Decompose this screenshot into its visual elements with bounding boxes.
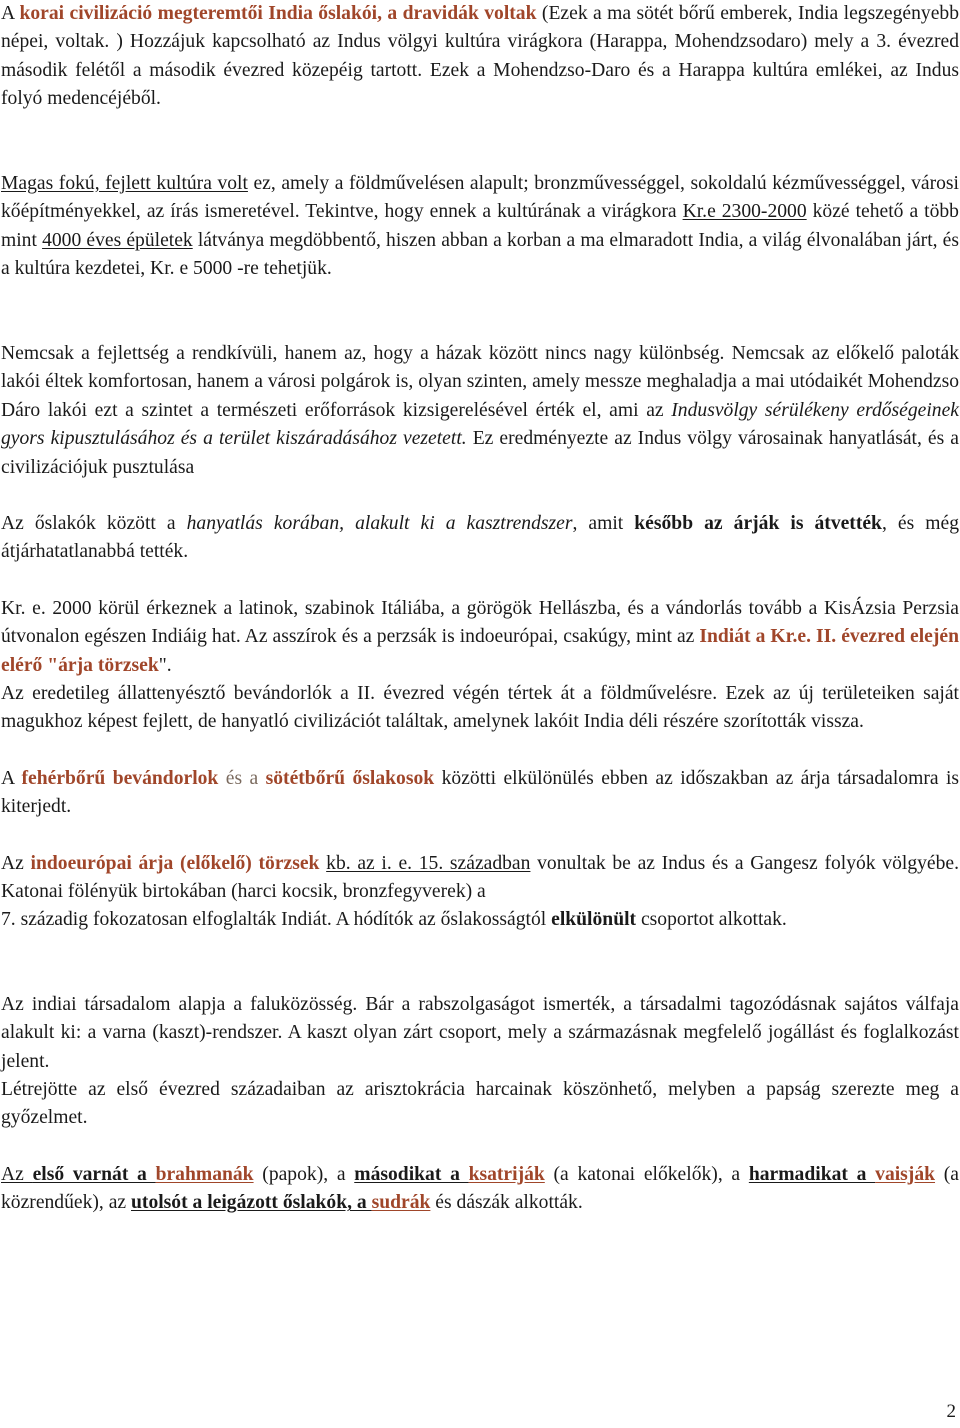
highlight-sudrak[interactable]: sudrák	[371, 1192, 431, 1214]
paragraph-allattenyeszto: Az eredetileg állattenyésztő bevándorlók a II. évezred végén tértek át a földművelésre. Ezek az új területeiken saját magukhoz képest fejlett, de hanyatló civilizációt találtak, amelynek lakóit India déli részére szorították vissza.	[1, 683, 959, 733]
paragraph-varnak	[1, 1161, 959, 1218]
bold-harmadikat: harmadikat a	[748, 1164, 876, 1185]
text: vonultak be az Indus és a Gangesz folyók völgyébe. Katonai fölényük birtokában (harci kocsik, bronzfegyverek) a	[1, 853, 960, 903]
text: Az őslakók között a	[1, 513, 187, 534]
paragraph-vandorlas	[1, 595, 959, 680]
text: A	[1, 3, 20, 24]
page-number: 2	[946, 1401, 956, 1422]
highlight-sotetboru: sötétbőrű őslakosok	[265, 768, 435, 789]
text: látványa megdöbbentő, hiszen abban a korban a ma elmaradott India, a világ élvonalában járt, és a kultúra kezdetei, Kr. e 5000 -re tehetjük.	[1, 229, 959, 280]
text: és dászák alkották.	[430, 1192, 583, 1214]
text: Ez eredményezte az Indus völgy városainak hanyatlását, és a civilizációjuk pusztulása	[1, 428, 959, 478]
highlight-ksatrijak[interactable]: ksatriják	[468, 1164, 545, 1185]
text: A	[1, 768, 22, 789]
text: (papok), a	[253, 1164, 355, 1185]
paragraph-fejlettseg	[1, 340, 959, 482]
bold-utolsot: utolsót a leigázott őslakók, a	[131, 1192, 372, 1214]
highlight-fehérboru: fehérbőrű bevándorlok	[21, 768, 219, 789]
link-15-szazad[interactable]: kb. az i. e. 15. században	[326, 853, 531, 874]
text: közé tehető a több mint	[1, 201, 959, 251]
text: közötti elkülönülés ebben az időszakban az árja társadalomra is kiterjedt.	[1, 768, 960, 818]
bold-elso-varnat: első varnát a	[32, 1164, 156, 1185]
text: Az	[1, 853, 31, 874]
highlight-arja-torzsek: Indiát a Kr.e. II. évezred elején elérő "árja törzsek	[1, 626, 959, 676]
italic-indusvolgy: Indusvölgy sérülékeny erdőségeinek gyors kipusztulásához és a terület kiszáradásához vezetett.	[1, 399, 959, 450]
text: ".	[158, 654, 172, 676]
text: csoportot alkottak.	[636, 909, 787, 930]
text: Az	[1, 1164, 33, 1185]
text: Kr. e. 2000 körül érkeznek a latinok, szabinok Itáliába, a görögök Hellászba, és a vándorlás tovább a KisÁzsia Perzsia útvonalon egészen Indiáig hat. Az asszírok és a perzsák is indoeurópai, csakúgy, mint az	[1, 598, 959, 648]
paragraph-kultura	[1, 170, 959, 284]
paragraph-tarsadalom: Az indiai társadalom alapja a faluközösség. Bár a rabszolgaságot ismerték, a társadalmi tagozódásnak sajátos válfaja alakult ki: a varna (kaszt)-rendszer. A kaszt olyan zárt csoport, mely a származásnak megfelelő jogállást és foglalkozást jelent.	[1, 994, 959, 1072]
highlight-dravidak: korai civilizáció megteremtői India őslakói, a dravidák voltak	[19, 3, 537, 24]
text: ez, amely a földművelésen alapult; bronzművességgel, sokoldalú kézművességgel, városi kőépítményekkel, az írás ismeretével. Tekintve, hogy ennek a kultúrának a virágkora	[1, 173, 959, 223]
text: (a közrendűek), az	[1, 1164, 959, 1214]
bold-kesobb: később az árják is átvették	[634, 513, 882, 534]
paragraph-letrejotte: Létrejötte az első évezred századaiban az arisztokrácia harcainak köszönhető, melyben a papság szerezte meg a győzelmet.	[1, 1079, 959, 1129]
text: 7. századig fokozatosan elfoglalták Indiát. A hódítók az őslakosságtól	[1, 909, 552, 930]
paragraph-indoeuropai	[1, 850, 959, 907]
link-kr-e-2300[interactable]: Kr.e 2300-2000	[682, 201, 807, 223]
italic-hanyatlas: hanyatlás korában, alakult ki a kasztrendszer	[186, 513, 573, 534]
text: (a katonai előkelők), a	[544, 1164, 749, 1185]
paragraph-kasztrendszer	[1, 510, 959, 567]
bold-elkulonult: elkülönült	[551, 909, 637, 930]
paragraph-indoeuropai-cont	[1, 906, 959, 934]
highlight-indoeuropai: indoeurópai árja (előkelő) törzsek	[30, 853, 320, 874]
text: Nemcsak a fejlettség a rendkívüli, hanem az, hogy a házak között nincs nagy különbség. Nemcsak az előkelő paloták lakói éltek komfortosan, hanem a városi polgárok is, olyan szinten, amely messze meghaladja a mai utódaikét Mohendzso Dáro lakói ezt a szintet a természeti erőforrások kizsigerelésével érték el, ami az	[1, 343, 959, 421]
paragraph-dravidak	[1, 0, 959, 114]
highlight-brahmanak[interactable]: brahmanák	[155, 1164, 254, 1185]
link-4000-eves[interactable]: 4000 éves épületek	[42, 229, 193, 251]
text: és a	[218, 768, 266, 789]
highlight-vaisjak[interactable]: vaisják	[875, 1164, 936, 1185]
link-magas-foku[interactable]: Magas fokú, fejlett kultúra volt	[1, 173, 248, 194]
text: , amit	[572, 513, 635, 534]
text: (Ezek a ma sötét bőrű emberek, India legszegényebb népei, voltak. ) Hozzájuk kapcsolható az Indus völgyi kultúra virágkora (Harappa, Mohendzsodaro) mely a 3. évezred második felétől a második évezred közepéig tartott. Ezek a Mohendzso-Daro és a Harappa kultúra emlékei, az Indus folyó medencéjéből.	[1, 3, 959, 110]
bold-masodikat: másodikat a	[354, 1164, 469, 1185]
paragraph-elkulonules	[1, 765, 959, 822]
text: , és még átjárhatatlanabbá tették.	[1, 513, 959, 563]
